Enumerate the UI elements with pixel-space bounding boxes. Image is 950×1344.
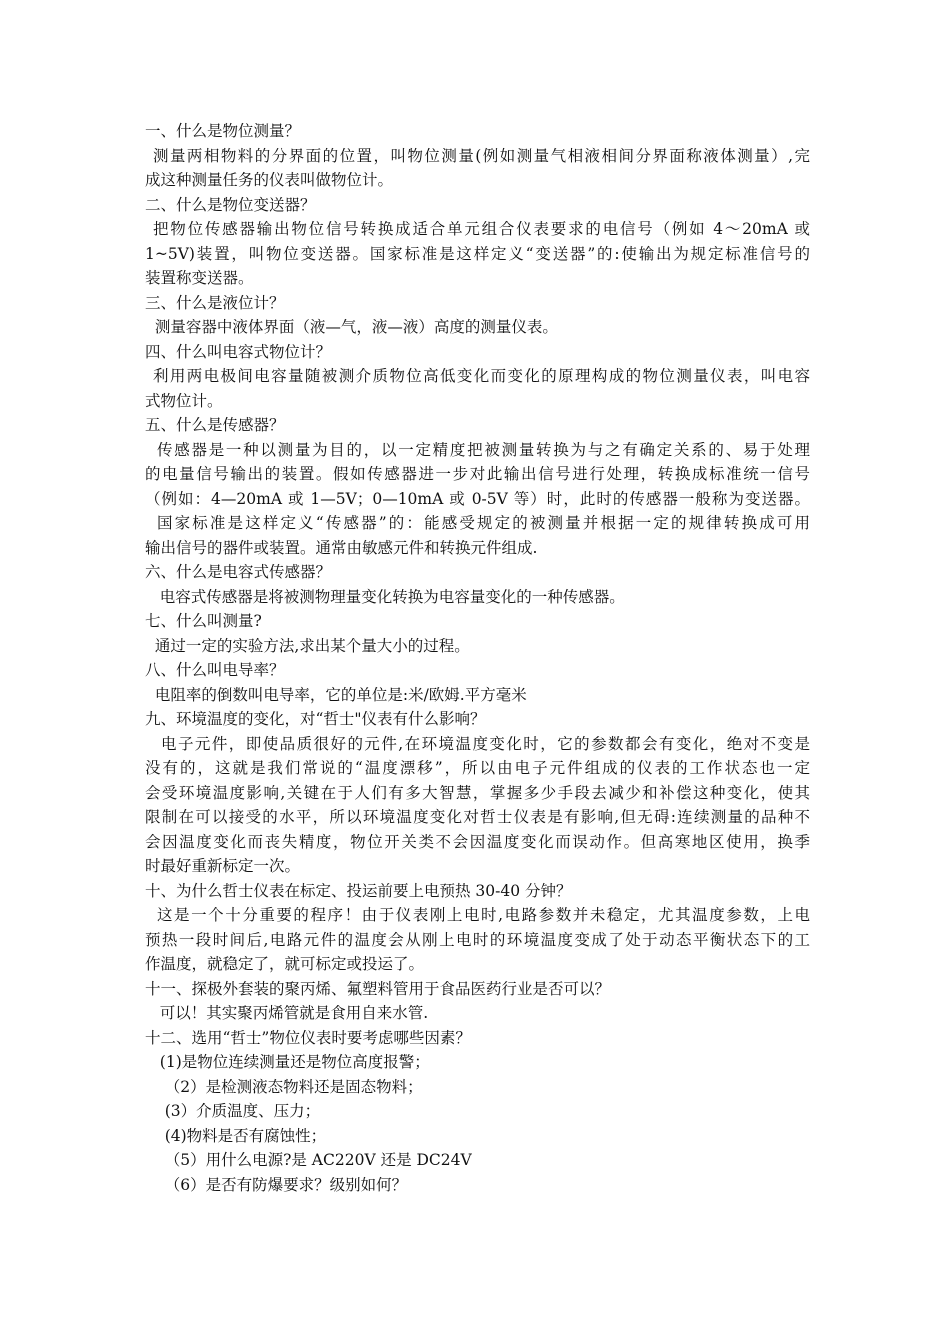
text-line: 九、环境温度的变化，对“哲士"仪表有什么影响？ bbox=[145, 710, 486, 728]
text-line: (1)是物位连续测量还是物位高度报警； bbox=[145, 1053, 430, 1071]
text-line: 通过一定的实验方法,求出某个量大小的过程。 bbox=[145, 636, 470, 655]
text-line: 十、为什么哲士仪表在标定、投运前要上电预热 30-40 分钟？ bbox=[145, 881, 572, 900]
text-line: 一、什么是物位测量？ bbox=[145, 122, 301, 140]
text-line: 成这种测量任务的仪表叫做物位计。 bbox=[145, 171, 394, 189]
text-line: 这是一个十分重要的程序！由于仪表刚上电时,电路参数并未稳定，尤其温度参数，上电 bbox=[157, 906, 810, 924]
text-line: （例如：4—20mA 或 1—5V；0—10mA 或 0-5V 等）时，此时的传感器一般称为变送器。 bbox=[145, 489, 810, 508]
text-line: 四、什么叫电容式物位计？ bbox=[145, 342, 332, 361]
text-line: 把物位传感器输出物位信号转换成适合单元组合仪表要求的电信号（例如 4～20mA 或 bbox=[153, 220, 810, 238]
text-line: 会因温度变化而丧失精度，物位开关类不会因温度变化而误动作。但高寒地区使用，换季 bbox=[145, 832, 810, 851]
text-line: 十二、选用“哲士”物位仪表时要考虑哪些因素？ bbox=[145, 1028, 471, 1047]
text-line: 会受环境温度影响,关键在于人们有多大智慧，掌握多少手段去减少和补偿这种变化，使其 bbox=[145, 783, 810, 802]
text-line: 限制在可以接受的水平，所以环境温度变化对哲士仪表是有影响,但无碍:连续测量的品种不 bbox=[145, 808, 810, 826]
text-line: 电阻率的倒数叫电导率，它的单位是:米/欧姆.平方毫米 bbox=[145, 685, 527, 704]
text-line: （2）是检测液态物料还是固态物料； bbox=[145, 1077, 423, 1096]
text-line: 作温度，就稳定了，就可标定或投运了。 bbox=[145, 955, 425, 973]
text-line: 可以！其实聚丙烯管就是食用自来水管. bbox=[145, 1004, 429, 1022]
text-line: 装置称变送器。 bbox=[145, 269, 254, 287]
text-line: 电容式传感器是将被测物理量变化转换为电容量变化的一种传感器。 bbox=[145, 587, 625, 606]
text-line: 没有的，这就是我们常说的“温度漂移”，所以由电子元件组成的仪表的工作状态也一定 bbox=[145, 759, 810, 777]
text-line: 输出信号的器件或装置。通常由敏感元件和转换元件组成. bbox=[145, 538, 538, 557]
document-body bbox=[145, 119, 810, 1197]
text-line: 国家标准是这样定义“传感器”的：能感受规定的被测量并根据一定的规律转换成可用 bbox=[157, 514, 810, 532]
text-line: 1~5V)装置，叫物位变送器。国家标准是这样定义“变送器”的:使输出为规定标准信号的 bbox=[145, 244, 810, 263]
text-line: 测量两相物料的分界面的位置，叫物位测量(例如测量气相液相间分界面称液体测量）,完 bbox=[153, 146, 810, 165]
text-line: 五、什么是传感器？ bbox=[145, 416, 285, 434]
text-line: 式物位计。 bbox=[145, 391, 223, 410]
text-line: （5）用什么电源?是 AC220V 还是 DC24V bbox=[145, 1151, 472, 1169]
text-line: 八、什么叫电导率？ bbox=[145, 661, 285, 679]
text-line: (3）介质温度、压力； bbox=[145, 1102, 321, 1120]
text-line: 测量容器中液体界面（液—气，液—液）高度的测量仪表。 bbox=[145, 318, 558, 336]
text-line: 六、什么是电容式传感器？ bbox=[145, 563, 332, 581]
text-line: 十一、探极外套装的聚丙烯、氟塑料管用于食品医药行业是否可以？ bbox=[145, 979, 611, 998]
text-line: 利用两电极间电容量随被测介质物位高低变化而变化的原理构成的物位测量仪表，叫电容 bbox=[153, 367, 810, 385]
text-line: 二、什么是物位变送器？ bbox=[145, 195, 316, 214]
text-line: 电子元件，即使品质很好的元件,在环境温度变化时，它的参数都会有变化，绝对不变是 bbox=[161, 734, 810, 753]
text-line: 的电量信号输出的装置。假如传感器进一步对此输出信号进行处理，转换成标准统一信号 bbox=[145, 465, 810, 483]
text-line: 时最好重新标定一次。 bbox=[145, 857, 301, 875]
text-line: 七、什么叫测量? bbox=[145, 612, 262, 630]
text-line: （6）是否有防爆要求？级别如何？ bbox=[145, 1175, 408, 1194]
text-line: 预热一段时间后,电路元件的温度会从刚上电时的环境温度变成了处于动态平衡状态下的工 bbox=[145, 930, 810, 949]
text-line: 传感器是一种以测量为目的，以一定精度把被测量转换为与之有确定关系的、易于处理 bbox=[157, 440, 810, 459]
text-line: (4)物料是否有腐蚀性； bbox=[145, 1126, 327, 1145]
text-line: 三、什么是液位计？ bbox=[145, 293, 285, 312]
